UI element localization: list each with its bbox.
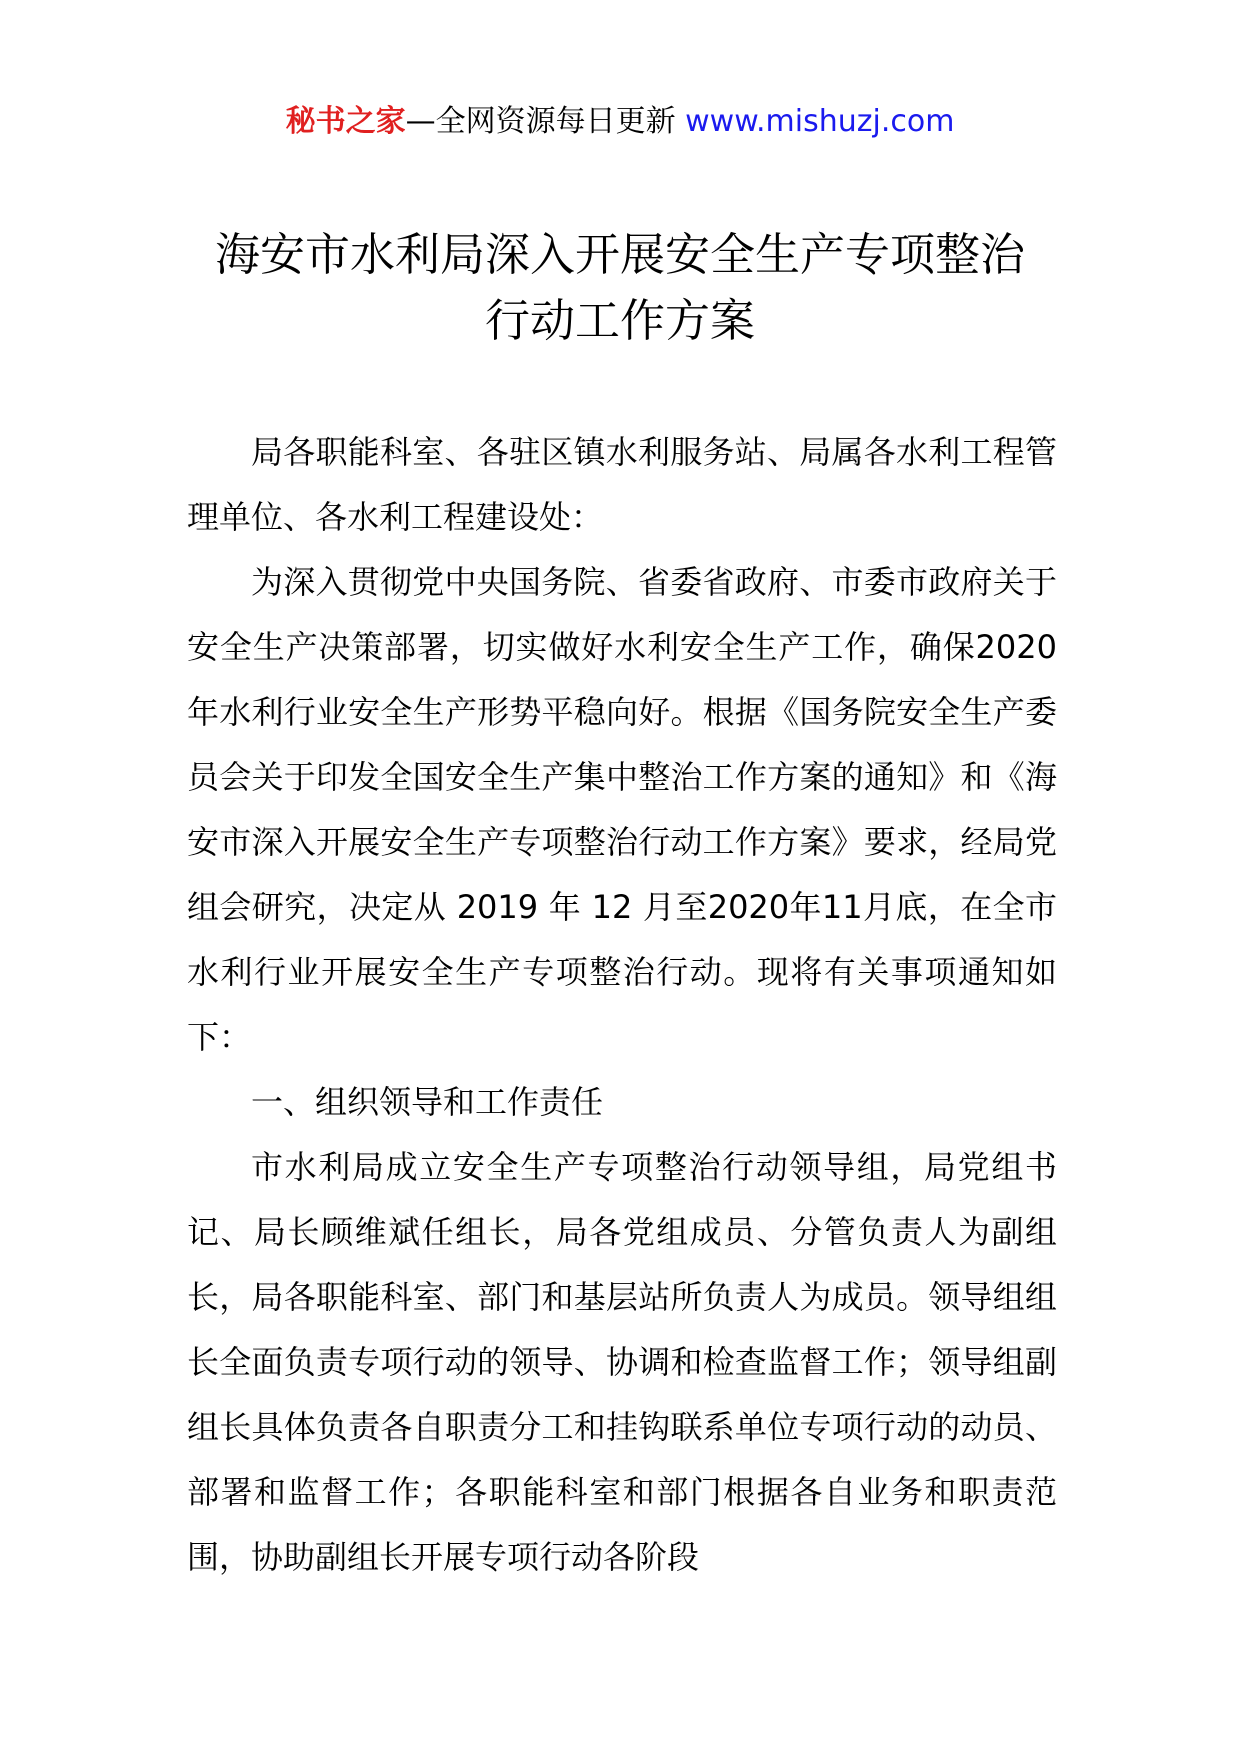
header-tagline: —全网资源每日更新	[405, 104, 686, 139]
title-line-2: 行动工作方案	[484, 294, 755, 347]
addressee-paragraph: 局各职能科室、各驻区镇水利服务站、局属各水利工程管理单位、各水利工程建设处：	[187, 433, 1057, 536]
intro-paragraph: 为深入贯彻党中央国务院、省委省政府、市委市政府关于安全生产决策部署，切实做好水利安全生产工作，确保2020年水利行业安全生产形势平稳向好。根据《国务院安全生产委员会关于印发全国安全生产集中整治工作方案的通知》和《海安市深入开展安全生产专项整治行动工作方案》要求，经局党组会研究，决定从 2019 年 12 月至2020年11月底，在全市水利行业开展安全生产专项整治行动。现将有关事项通知如下：	[187, 563, 1057, 1056]
section-heading: 一、组织领导和工作责任	[251, 1083, 604, 1121]
brand-name: 秘书之家	[285, 104, 406, 139]
document-body	[187, 420, 1057, 1590]
title-line-1: 海安市水利局深入开展安全生产专项整治	[214, 228, 1025, 281]
site-url-link[interactable]: www.mishuzj.com	[685, 104, 955, 139]
section-paragraph: 市水利局成立安全生产专项整治行动领导组，局党组书记、局长顾维斌任组长，局各党组成员、分管负责人为副组长，局各职能科室、部门和基层站所负责人为成员。领导组组长全面负责专项行动的领导、协调和检查监督工作；领导组副组长具体负责各自职责分工和挂钩联系单位专项行动的动员、部署和监督工作；各职能科室和部门根据各自业务和职责范围，协助副组长开展专项行动各阶段	[187, 1148, 1057, 1576]
site-header	[0, 100, 1240, 144]
document-title	[150, 222, 1090, 354]
